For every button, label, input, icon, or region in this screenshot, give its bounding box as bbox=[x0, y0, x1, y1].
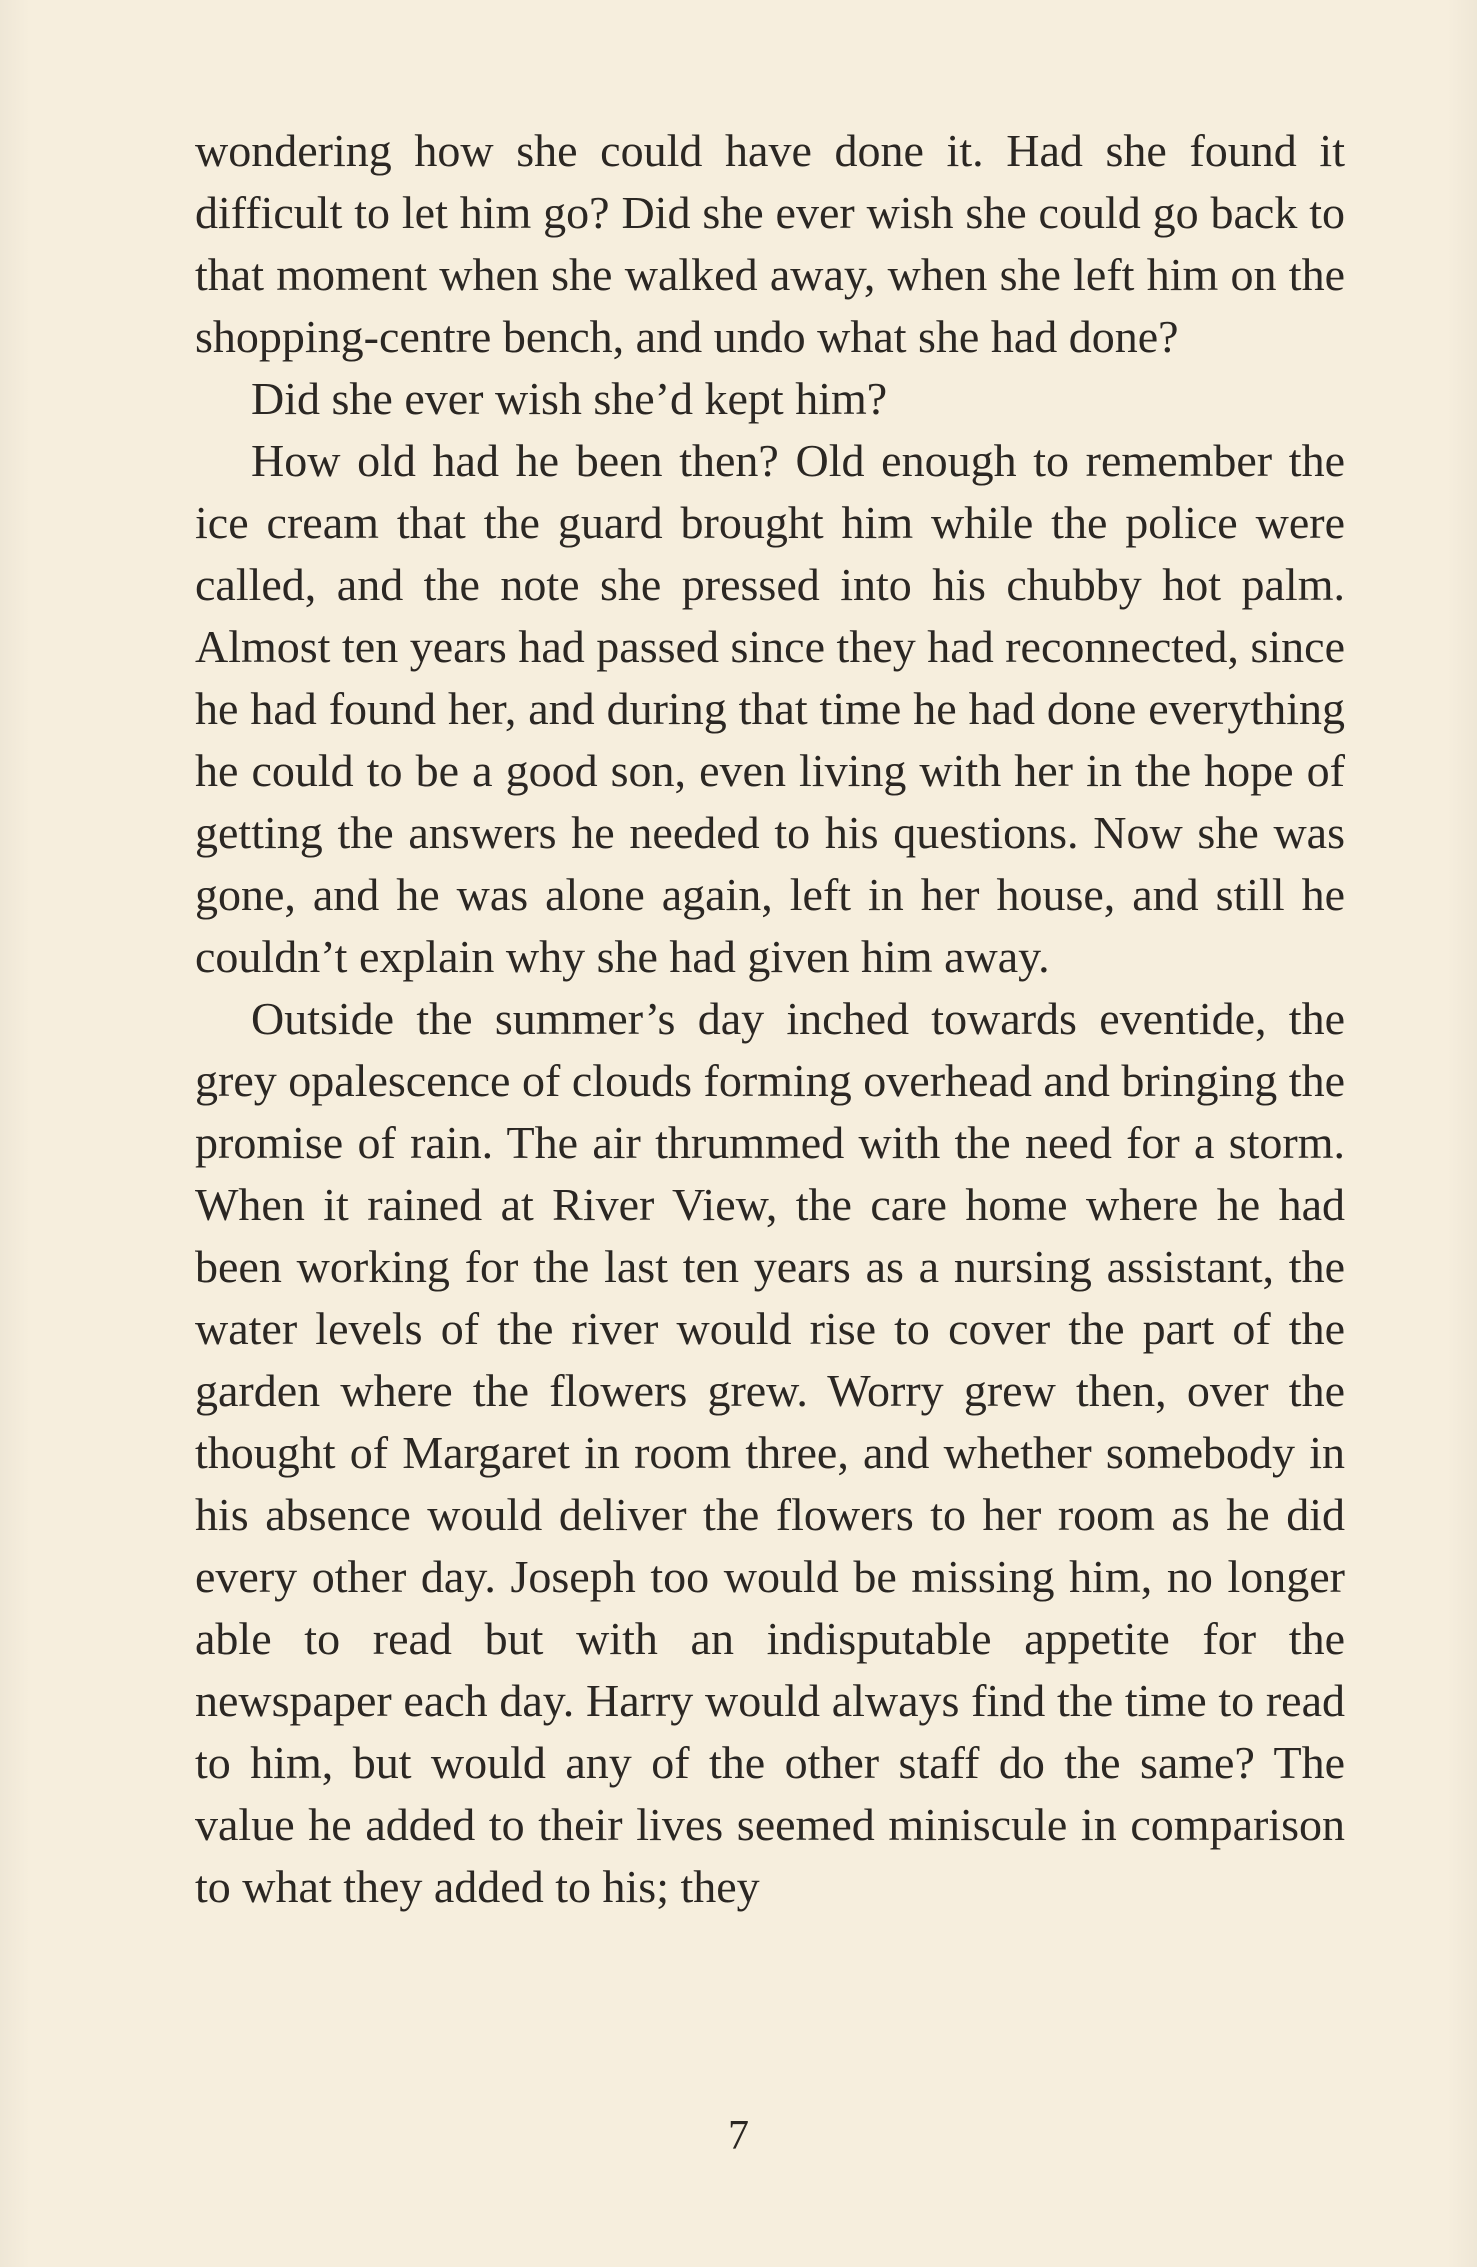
paragraph-4: Outside the summer’s day inched towards eventide, the grey opalescence of clouds forming overhead and bringing the promise of rain. The air thrummed with the need for a storm. When it rained at River View, the care home where he had been working for the last ten years as a nursing assistant, the water levels of the river would rise to cover the part of the garden where the flowers grew. Worry grew then, over the thought of Margaret in room three, and whether somebody in his absence would deliver the flowers to her room as he did every other day. Joseph too would be missing him, no longer able to read but with an indisputable appetite for the newspaper each day. Harry would always find the time to read to him, but would any of the other staff do the same? The value he added to their lives seemed miniscule in comparison to what they added to his; they bbox=[195, 993, 1345, 1912]
paragraph-2: Did she ever wish she’d kept him? bbox=[251, 373, 888, 424]
paragraph-3: How old had he been then? Old enough to remember the ice cream that the guard brought him while the police were called, and the note she pressed into his chubby hot palm. Almost ten years had passed since they had reconnected, since he had found her, and during that time he had done everything he could to be a good son, even living with her in the hope of getting the answers he needed to his questions. Now she was gone, and he was alone again, left in her house, and still he couldn’t explain why she had given him away. bbox=[195, 435, 1345, 982]
page-number: 7 bbox=[728, 2113, 749, 2159]
body-text bbox=[195, 120, 1345, 1918]
paragraph-1: wondering how she could have done it. Had she found it difficult to let him go? Did she ever wish she could go back to that moment when she walked away, when she left him on the shopping-centre bench, and undo what she had done? bbox=[195, 125, 1345, 362]
